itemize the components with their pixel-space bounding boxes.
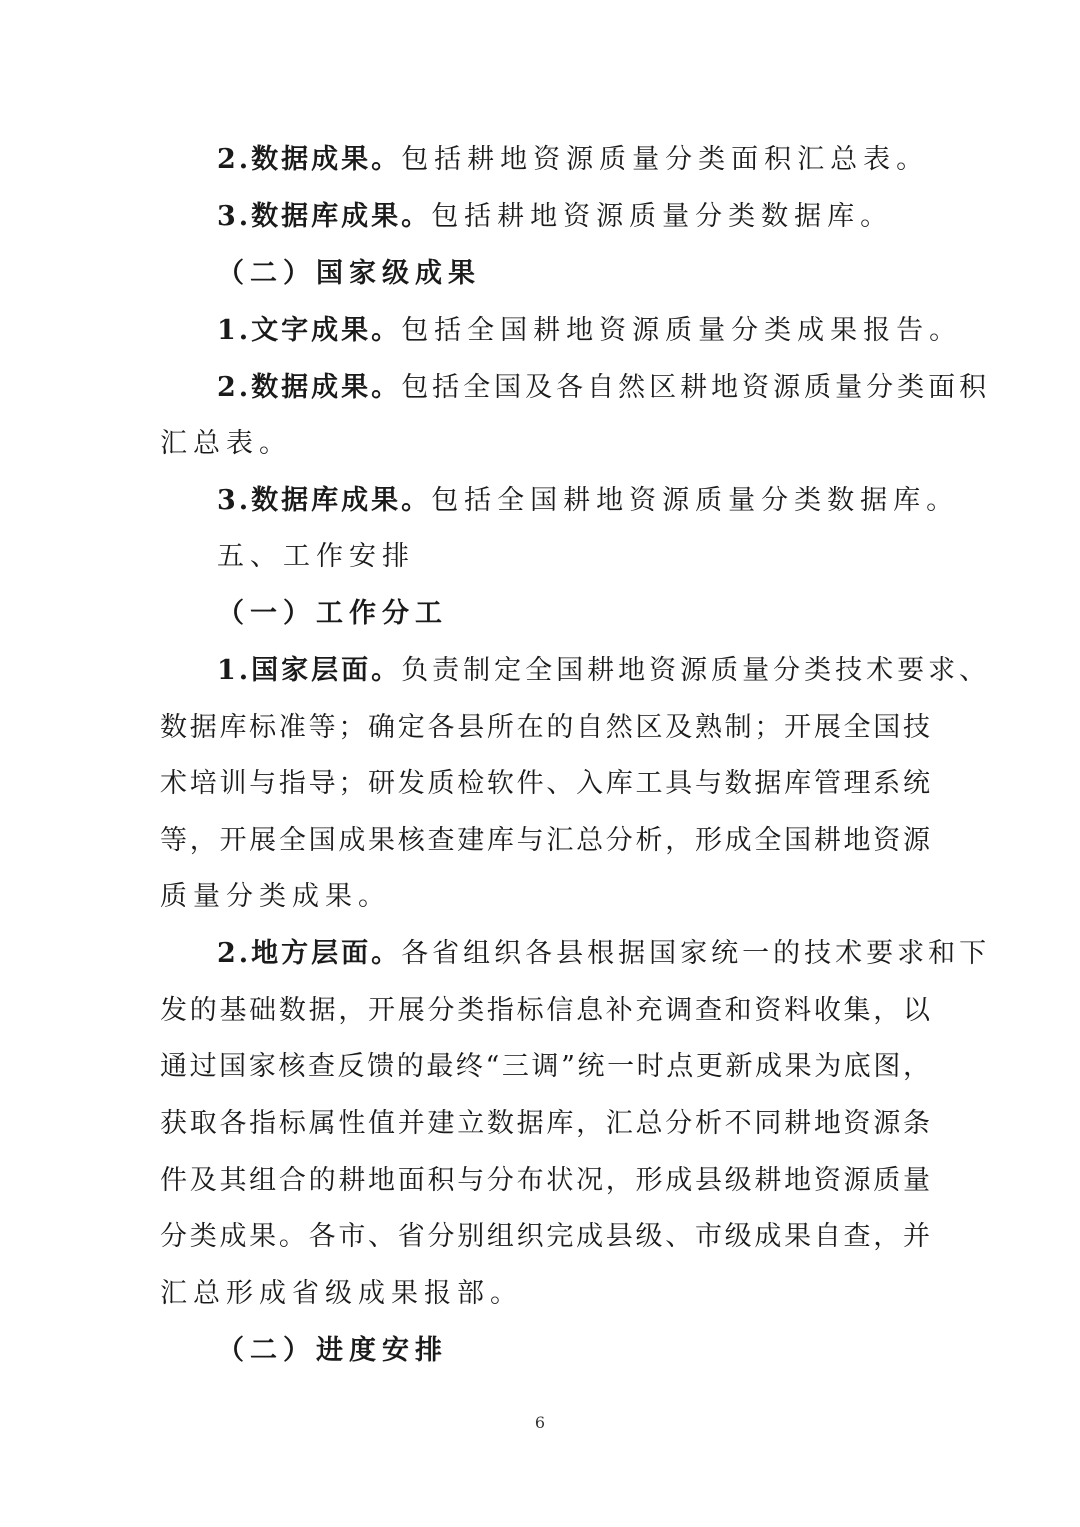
paragraph-line: 通过国家核查反馈的最终“三调”统一时点更新成果为底图， [160, 1051, 930, 1082]
item-text: 负责制定全国耕地资源质量分类技术要求、 [401, 655, 991, 686]
item-text: 各省组织各县根据国家统一的技术要求和下 [401, 938, 991, 969]
paragraph-line: 数据库标准等；确定各县所在的自然区及熟制；开展全国技 [160, 712, 930, 743]
paragraph-local-level [217, 934, 991, 974]
section-heading-schedule: （二）进度安排 [217, 1335, 448, 1366]
paragraph-line: 获取各指标属性值并建立数据库，汇总分析不同耕地资源条 [160, 1108, 930, 1139]
item-heading: 2.数据成果。 [217, 372, 402, 403]
item-text: 包括耕地资源质量分类数据库。 [431, 201, 894, 232]
section-heading-work-arrangement: 五、工作安排 [217, 541, 415, 572]
paragraph-line: 汇总形成省级成果报部。 [160, 1278, 523, 1309]
paragraph-line: 质量分类成果。 [160, 881, 391, 912]
paragraph-text-results [217, 311, 987, 351]
paragraph-line: 术培训与指导；研发质检软件、入库工具与数据库管理系统 [160, 768, 930, 799]
paragraph-line: 分类成果。各市、省分别组织完成县级、市级成果自查，并 [160, 1221, 930, 1252]
item-heading: 2.地方层面。 [217, 938, 402, 969]
item-text: 包括全国耕地资源质量分类数据库。 [431, 485, 960, 516]
paragraph-data-results [217, 140, 987, 180]
paragraph-line: 件及其组合的耕地面积与分布状况，形成县级耕地资源质量 [160, 1165, 930, 1196]
paragraph-national-data-results [217, 368, 991, 408]
paragraph-line: 发的基础数据，开展分类指标信息补充调查和资料收集，以 [160, 995, 930, 1026]
item-heading: 2.数据成果。 [217, 144, 402, 175]
item-heading: 1.文字成果。 [217, 315, 402, 346]
paragraph-continuation: 汇总表。 [160, 428, 292, 459]
item-text: 包括全国及各自然区耕地资源质量分类面积 [401, 372, 991, 403]
section-heading-national-results: （二）国家级成果 [217, 258, 481, 289]
paragraph-line: 等，开展全国成果核查建库与汇总分析，形成全国耕地资源 [160, 825, 930, 856]
paragraph-national-database-results [217, 481, 987, 521]
item-text: 包括全国耕地资源质量分类成果报告。 [401, 315, 963, 346]
paragraph-national-level [217, 651, 991, 691]
item-heading: 1.国家层面。 [217, 655, 402, 686]
item-heading: 3.数据库成果。 [217, 485, 432, 516]
section-heading-division-of-work: （一）工作分工 [217, 598, 448, 629]
paragraph-database-results [217, 197, 987, 237]
item-text: 包括耕地资源质量分类面积汇总表。 [401, 144, 930, 175]
item-heading: 3.数据库成果。 [217, 201, 432, 232]
page-number: 6 [534, 1413, 546, 1432]
